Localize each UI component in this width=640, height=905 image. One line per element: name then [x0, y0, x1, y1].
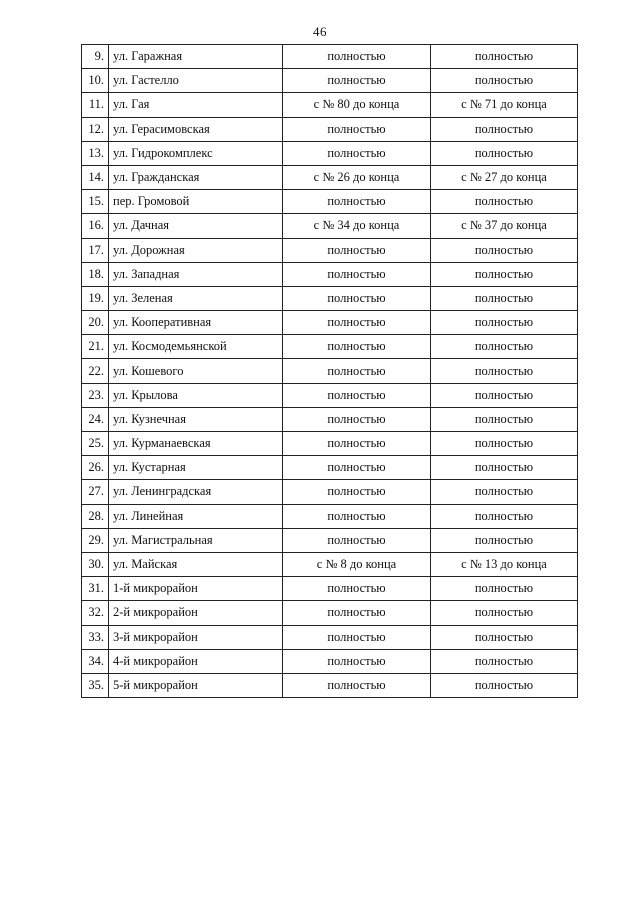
odd-side-cell: полностью [431, 577, 578, 601]
row-number-cell: 33. [82, 625, 109, 649]
street-name-cell: ул. Герасимовская [109, 117, 283, 141]
even-side-cell: полностью [283, 311, 431, 335]
street-name-cell: ул. Кузнечная [109, 407, 283, 431]
table-row [82, 625, 578, 649]
table-row [82, 165, 578, 189]
street-name-cell: ул. Гастелло [109, 69, 283, 93]
street-name-cell: ул. Майская [109, 552, 283, 576]
odd-side-cell: полностью [431, 480, 578, 504]
street-name-cell: ул. Кустарная [109, 456, 283, 480]
even-side-cell: с № 8 до конца [283, 552, 431, 576]
row-number-cell: 20. [82, 311, 109, 335]
row-number-cell: 27. [82, 480, 109, 504]
even-side-cell: полностью [283, 141, 431, 165]
odd-side-cell: полностью [431, 190, 578, 214]
odd-side-cell: полностью [431, 504, 578, 528]
odd-side-cell: полностью [431, 69, 578, 93]
odd-side-cell: с № 27 до конца [431, 165, 578, 189]
row-number-cell: 23. [82, 383, 109, 407]
odd-side-cell: полностью [431, 335, 578, 359]
table-row [82, 190, 578, 214]
even-side-cell: полностью [283, 480, 431, 504]
row-number-cell: 13. [82, 141, 109, 165]
table-row [82, 214, 578, 238]
table-row [82, 286, 578, 310]
even-side-cell: полностью [283, 601, 431, 625]
odd-side-cell: полностью [431, 528, 578, 552]
table-row [82, 335, 578, 359]
streets-table [81, 44, 578, 698]
row-number-cell: 14. [82, 165, 109, 189]
even-side-cell: полностью [283, 359, 431, 383]
even-side-cell: полностью [283, 383, 431, 407]
odd-side-cell: полностью [431, 456, 578, 480]
row-number-cell: 22. [82, 359, 109, 383]
row-number-cell: 30. [82, 552, 109, 576]
odd-side-cell: полностью [431, 45, 578, 69]
even-side-cell: полностью [283, 649, 431, 673]
odd-side-cell: с № 13 до конца [431, 552, 578, 576]
table-row [82, 238, 578, 262]
table-row [82, 359, 578, 383]
odd-side-cell: полностью [431, 286, 578, 310]
table-row [82, 504, 578, 528]
row-number-cell: 29. [82, 528, 109, 552]
street-name-cell: 2-й микрорайон [109, 601, 283, 625]
row-number-cell: 35. [82, 673, 109, 697]
odd-side-cell: полностью [431, 238, 578, 262]
row-number-cell: 32. [82, 601, 109, 625]
street-name-cell: 3-й микрорайон [109, 625, 283, 649]
even-side-cell: полностью [283, 335, 431, 359]
even-side-cell: полностью [283, 577, 431, 601]
row-number-cell: 19. [82, 286, 109, 310]
table-row [82, 577, 578, 601]
street-name-cell: ул. Магистральная [109, 528, 283, 552]
even-side-cell: полностью [283, 45, 431, 69]
even-side-cell: полностью [283, 286, 431, 310]
street-name-cell: ул. Дорожная [109, 238, 283, 262]
page-number: 46 [313, 24, 327, 39]
street-name-cell: пер. Громовой [109, 190, 283, 214]
street-name-cell: ул. Ленинградская [109, 480, 283, 504]
even-side-cell: полностью [283, 504, 431, 528]
row-number-cell: 10. [82, 69, 109, 93]
row-number-cell: 12. [82, 117, 109, 141]
even-side-cell: с № 80 до конца [283, 93, 431, 117]
even-side-cell: полностью [283, 117, 431, 141]
even-side-cell: полностью [283, 528, 431, 552]
row-number-cell: 24. [82, 407, 109, 431]
table-row [82, 262, 578, 286]
row-number-cell: 31. [82, 577, 109, 601]
row-number-cell: 28. [82, 504, 109, 528]
even-side-cell: полностью [283, 407, 431, 431]
even-side-cell: полностью [283, 625, 431, 649]
odd-side-cell: с № 71 до конца [431, 93, 578, 117]
row-number-cell: 9. [82, 45, 109, 69]
row-number-cell: 34. [82, 649, 109, 673]
street-name-cell: ул. Гаражная [109, 45, 283, 69]
street-name-cell: ул. Космодемьянской [109, 335, 283, 359]
table-row [82, 601, 578, 625]
table-row [82, 480, 578, 504]
table-body [82, 45, 578, 698]
row-number-cell: 25. [82, 432, 109, 456]
odd-side-cell: полностью [431, 601, 578, 625]
street-name-cell: ул. Линейная [109, 504, 283, 528]
street-name-cell: ул. Дачная [109, 214, 283, 238]
even-side-cell: полностью [283, 432, 431, 456]
odd-side-cell: полностью [431, 649, 578, 673]
table-row [82, 649, 578, 673]
table-row [82, 673, 578, 697]
row-number-cell: 16. [82, 214, 109, 238]
street-name-cell: ул. Западная [109, 262, 283, 286]
street-name-cell: ул. Крылова [109, 383, 283, 407]
odd-side-cell: полностью [431, 311, 578, 335]
table-row [82, 552, 578, 576]
street-name-cell: ул. Гидрокомплекс [109, 141, 283, 165]
street-name-cell: ул. Зеленая [109, 286, 283, 310]
row-number-cell: 17. [82, 238, 109, 262]
even-side-cell: полностью [283, 238, 431, 262]
even-side-cell: полностью [283, 673, 431, 697]
street-name-cell: 1-й микрорайон [109, 577, 283, 601]
table-row [82, 93, 578, 117]
odd-side-cell: полностью [431, 407, 578, 431]
table-row [82, 117, 578, 141]
even-side-cell: полностью [283, 456, 431, 480]
street-name-cell: 4-й микрорайон [109, 649, 283, 673]
table-row [82, 456, 578, 480]
street-name-cell: 5-й микрорайон [109, 673, 283, 697]
even-side-cell: полностью [283, 69, 431, 93]
table-row [82, 383, 578, 407]
odd-side-cell: полностью [431, 383, 578, 407]
row-number-cell: 15. [82, 190, 109, 214]
odd-side-cell: полностью [431, 262, 578, 286]
table-row [82, 45, 578, 69]
street-name-cell: ул. Кошевого [109, 359, 283, 383]
row-number-cell: 18. [82, 262, 109, 286]
street-name-cell: ул. Кооперативная [109, 311, 283, 335]
table-row [82, 141, 578, 165]
odd-side-cell: с № 37 до конца [431, 214, 578, 238]
street-name-cell: ул. Гражданская [109, 165, 283, 189]
table-row [82, 407, 578, 431]
table-row [82, 528, 578, 552]
table-row [82, 69, 578, 93]
even-side-cell: полностью [283, 190, 431, 214]
even-side-cell: с № 26 до конца [283, 165, 431, 189]
row-number-cell: 21. [82, 335, 109, 359]
even-side-cell: с № 34 до конца [283, 214, 431, 238]
odd-side-cell: полностью [431, 141, 578, 165]
table-row [82, 432, 578, 456]
odd-side-cell: полностью [431, 673, 578, 697]
row-number-cell: 11. [82, 93, 109, 117]
odd-side-cell: полностью [431, 625, 578, 649]
street-name-cell: ул. Гая [109, 93, 283, 117]
table-row [82, 311, 578, 335]
odd-side-cell: полностью [431, 117, 578, 141]
street-name-cell: ул. Курманаевская [109, 432, 283, 456]
odd-side-cell: полностью [431, 432, 578, 456]
row-number-cell: 26. [82, 456, 109, 480]
even-side-cell: полностью [283, 262, 431, 286]
odd-side-cell: полностью [431, 359, 578, 383]
